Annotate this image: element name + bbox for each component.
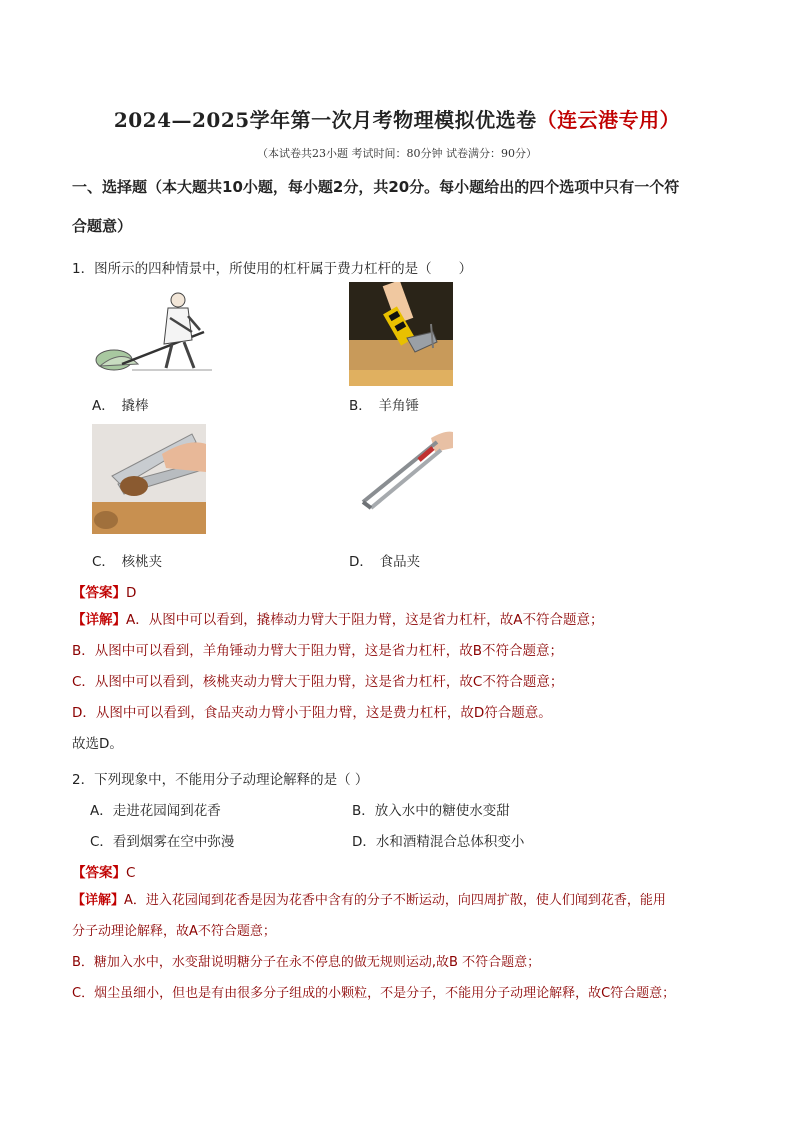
detail-line: 分子动理论解释，故A不符合题意； [72, 924, 276, 939]
section-heading [72, 168, 732, 246]
section-heading-line1: 一、选择题（本大题共10小题，每小题2分，共20分。每小题给出的四个选项中只有一个符 [72, 178, 680, 196]
answer-value: C [126, 865, 136, 881]
question-1-option-c: C． 核桃夹 [92, 554, 163, 570]
nutcracker-image [92, 424, 206, 534]
section-heading-line2: 合题意） [72, 217, 133, 235]
detail-line: 【详解】A．进入花园闻到花香是因为花香中含有的分子不断运动，向四周扩散，使人们闻到花香，能用 [72, 893, 666, 908]
detail-tag: 【详解】 [72, 612, 126, 628]
question-1-option-d: D． 食品夹 [349, 554, 421, 570]
question-1-answer [72, 581, 136, 601]
question-2-option-a: A．走进花园闻到花香 [90, 803, 221, 819]
page-title [0, 104, 794, 133]
question-2-stem: 2．下列现象中，不能用分子动理论解释的是（ ） [72, 772, 369, 788]
answer-tag: 【答案】 [72, 865, 126, 881]
exam-info: （本试卷共23小题 考试时间：80分钟 试卷满分：90分） [257, 147, 537, 160]
title-main: 2024—2025学年第一次月考物理模拟优选卷 [113, 108, 537, 132]
crowbar-image [92, 288, 216, 376]
question-2-answer [72, 861, 135, 881]
question-2-option-d: D．水和酒精混合总体积变小 [352, 834, 525, 850]
detail-line: 故选D。 [72, 736, 123, 752]
question-1-detail [72, 605, 732, 760]
answer-tag: 【答案】 [72, 585, 126, 601]
detail-tag: 【详解】 [72, 893, 125, 908]
question-2-option-b: B．放入水中的糖使水变甜 [352, 803, 510, 819]
title-paren-open: （ [536, 108, 558, 132]
detail-line: C．烟尘虽细小，但也是有由很多分子组成的小颗粒，不是分子，不能用分子动理论解释，故C符合题意； [72, 986, 676, 1001]
detail-line: B．从图中可以看到，羊角锤动力臂大于阻力臂，这是省力杠杆，故B不符合题意； [72, 643, 564, 659]
title-paren-close: ） [659, 108, 681, 132]
detail-line: D．从图中可以看到，食品夹动力臂小于阻力臂，这是费力杠杆，故D符合题意。 [72, 705, 552, 721]
claw-hammer-image [349, 282, 453, 386]
question-2-option-c: C．看到烟雾在空中弥漫 [90, 834, 235, 850]
question-1-option-a: A． 撬棒 [92, 398, 149, 414]
question-1-stem: 1．图所示的四种情景中，所使用的杠杆属于费力杠杆的是（ ） [72, 261, 473, 277]
answer-value: D [126, 585, 137, 601]
question-1-option-b: B． 羊角锤 [349, 398, 420, 414]
food-tongs-image [349, 424, 457, 518]
detail-line: B．糖加入水中，水变甜说明糖分子在永不停息的做无规则运动,故B 不符合题意； [72, 955, 541, 970]
question-2-detail [72, 885, 732, 1009]
detail-line: C．从图中可以看到，核桃夹动力臂大于阻力臂，这是省力杠杆，故C不符合题意； [72, 674, 564, 690]
detail-line: 【详解】A．从图中可以看到，撬棒动力臂大于阻力臂，这是省力杠杆，故A不符合题意； [72, 612, 604, 628]
title-edition: 连云港专用 [557, 108, 660, 132]
